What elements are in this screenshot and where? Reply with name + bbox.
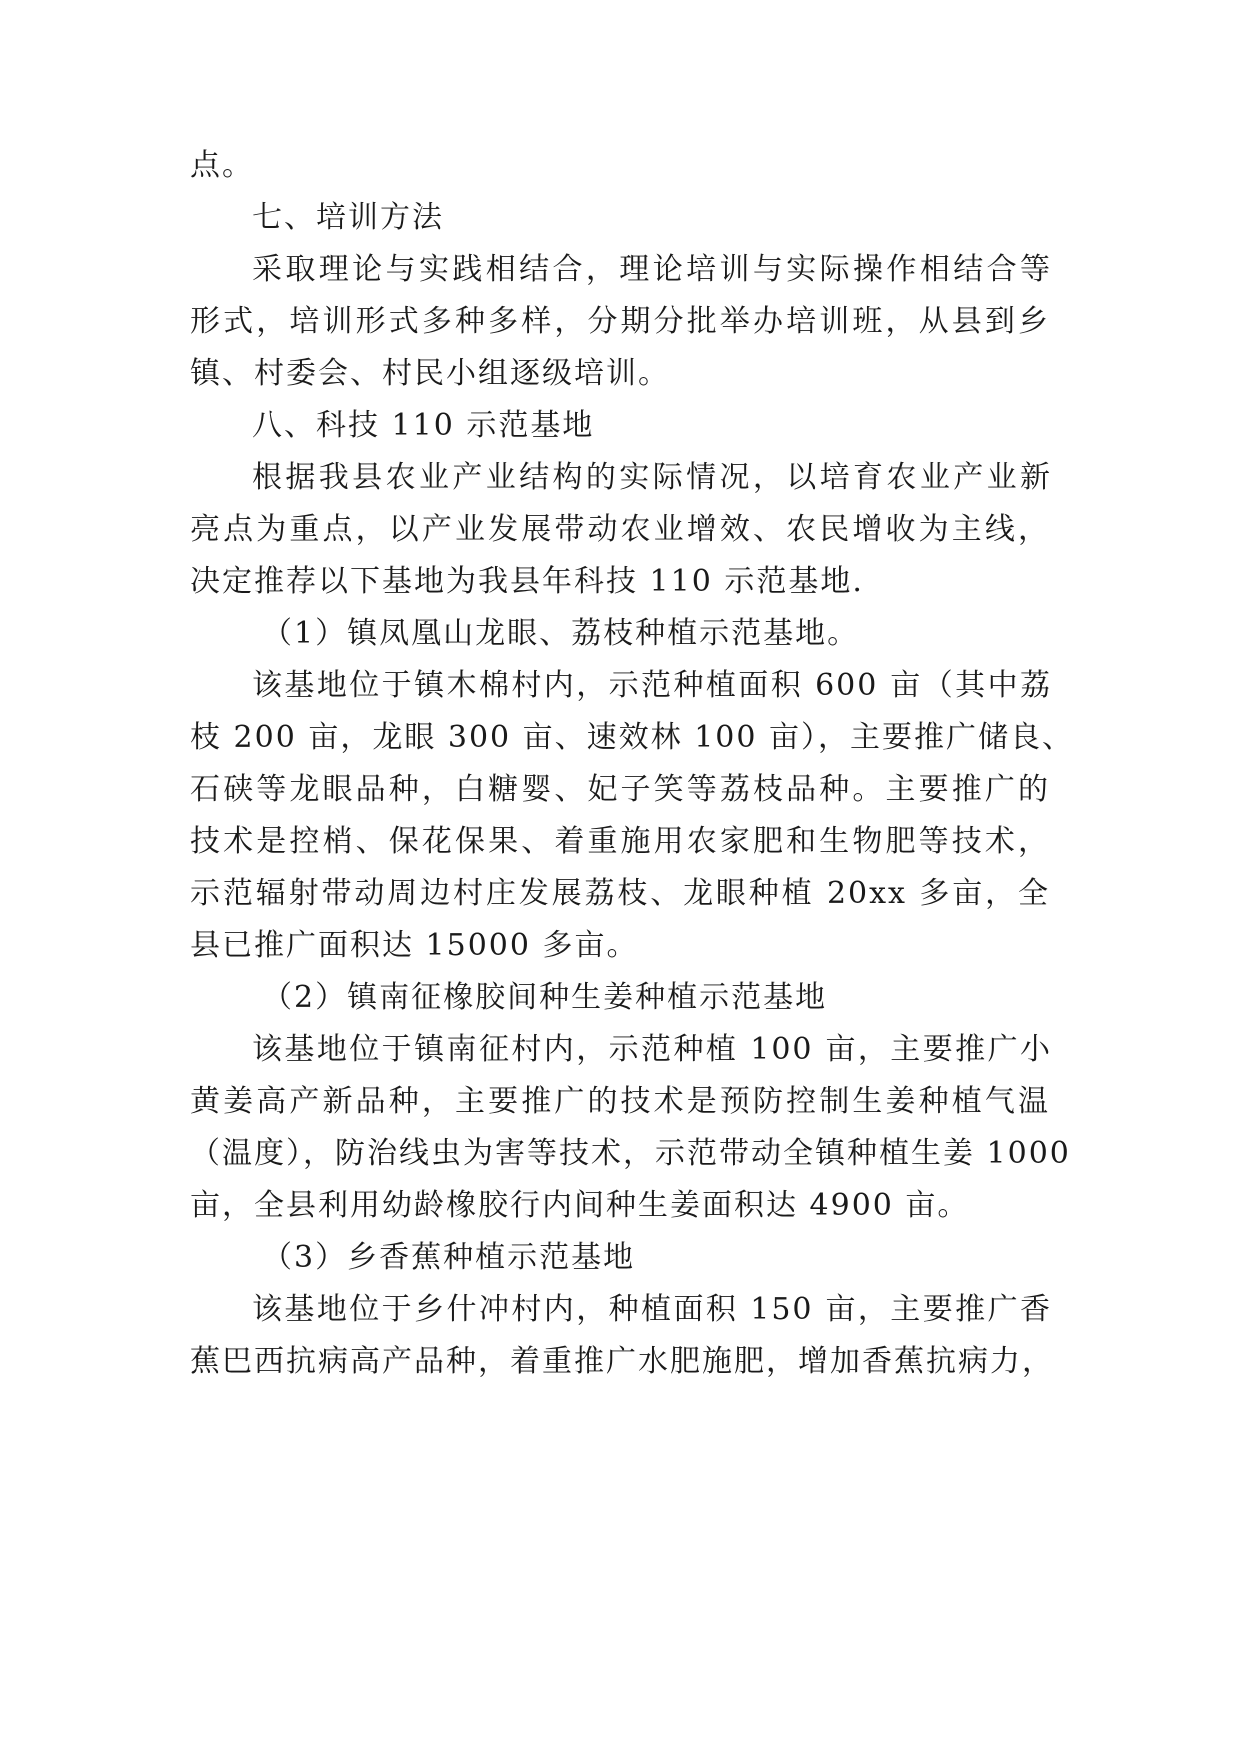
paragraph-line: 亩，全县利用幼龄橡胶行内间种生姜面积达 4900 亩。 bbox=[190, 1188, 970, 1223]
paragraph-line: 该基地位于镇木棉村内，示范种植面积 600 亩（其中荔 bbox=[252, 668, 1052, 703]
section-heading-demo-base: 八、科技 110 示范基地 bbox=[252, 408, 595, 443]
paragraph-line: （温度），防治线虫为害等技术，示范带动全镇种植生姜 1000 bbox=[190, 1136, 1071, 1171]
paragraph-line: 枝 200 亩，龙眼 300 亩、速效林 100 亩），主要推广储良、 bbox=[190, 720, 1074, 755]
section-heading-training-method: 七、培训方法 bbox=[252, 200, 444, 235]
paragraph-line: 根据我县农业产业结构的实际情况，以培育农业产业新 bbox=[252, 460, 1052, 495]
subheading-3: （3）乡香蕉种植示范基地 bbox=[262, 1240, 636, 1275]
paragraph-line: 技术是控梢、保花保果、着重施用农家肥和生物肥等技术， bbox=[190, 824, 1050, 859]
paragraph-line: 县已推广面积达 15000 多亩。 bbox=[190, 928, 639, 963]
paragraph-line: 形式，培训形式多种多样，分期分批举办培训班，从县到乡 bbox=[190, 304, 1050, 339]
paragraph-line: 决定推荐以下基地为我县年科技 110 示范基地. bbox=[190, 564, 864, 599]
paragraph-line: 石硖等龙眼品种，白糖婴、妃子笑等荔枝品种。主要推广的 bbox=[190, 772, 1050, 807]
paragraph-line: 镇、村委会、村民小组逐级培训。 bbox=[190, 356, 670, 391]
paragraph-line: 示范辐射带动周边村庄发展荔枝、龙眼种植 20xx 多亩，全 bbox=[190, 876, 1050, 911]
paragraph-line: 蕉巴西抗病高产品种，着重推广水肥施肥，增加香蕉抗病力， bbox=[190, 1344, 1054, 1379]
paragraph-line: 亮点为重点，以产业发展带动农业增效、农民增收为主线， bbox=[190, 512, 1050, 547]
paragraph-line: 点。 bbox=[190, 148, 254, 183]
subheading-2: （2）镇南征橡胶间种生姜种植示范基地 bbox=[262, 980, 828, 1015]
paragraph-line: 黄姜高产新品种，主要推广的技术是预防控制生姜种植气温 bbox=[190, 1084, 1050, 1119]
subheading-1: （1）镇凤凰山龙眼、荔枝种植示范基地。 bbox=[262, 616, 860, 651]
paragraph-line: 该基地位于乡什冲村内，种植面积 150 亩，主要推广香 bbox=[252, 1292, 1052, 1327]
paragraph-line: 采取理论与实践相结合，理论培训与实际操作相结合等 bbox=[252, 252, 1052, 287]
paragraph-line: 该基地位于镇南征村内，示范种植 100 亩，主要推广小 bbox=[252, 1032, 1052, 1067]
